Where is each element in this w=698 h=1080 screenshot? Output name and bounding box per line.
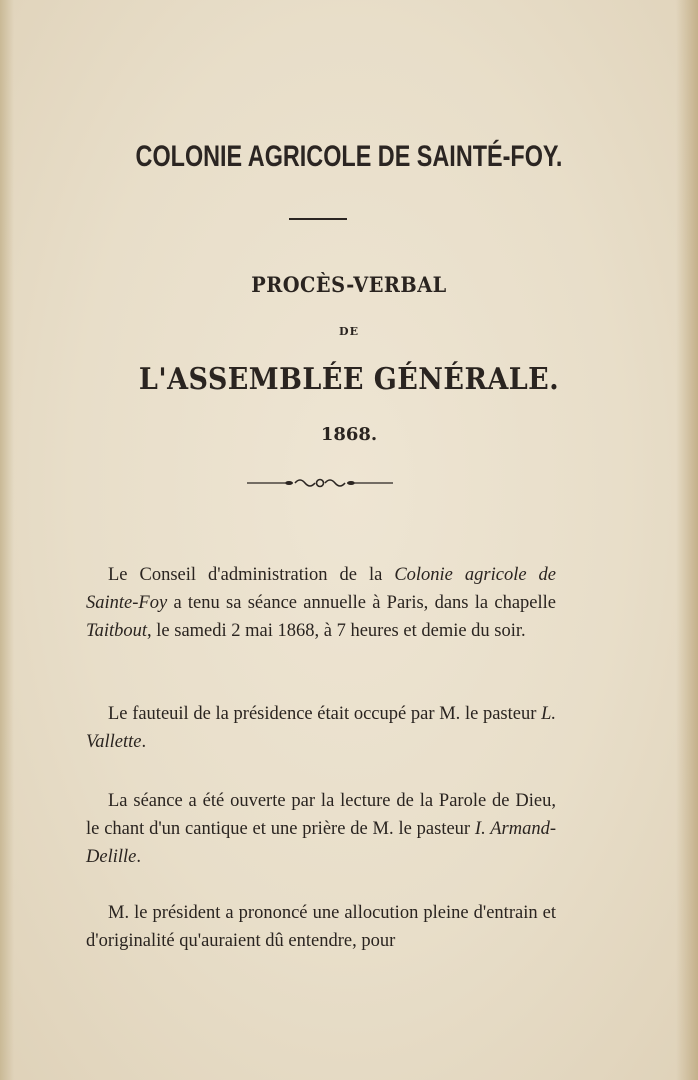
paragraph-allocution xyxy=(86,899,556,955)
assembly-heading: L'ASSEMBLÉE GÉNÉRALE. xyxy=(138,362,560,397)
document-year: 1868. xyxy=(320,424,378,445)
document-subtitle: PROCÈS-VERBAL xyxy=(251,272,447,297)
p3-pastor-name: I. Armand-Delille xyxy=(86,819,556,867)
p1-colony-name: Colonie agricole de Sainte-Foy xyxy=(86,565,557,613)
page-edge-shadow-left xyxy=(0,0,14,1080)
paragraph-opening xyxy=(86,561,556,645)
paragraph-opening-session xyxy=(86,787,556,871)
document-title: COLONIE AGRICOLE DE SAINTÉ-FOY. xyxy=(135,140,563,173)
ornament-divider-icon xyxy=(245,470,395,496)
p1-text-a: Le Conseil d'administration de la xyxy=(108,565,395,585)
paragraph-presidency xyxy=(86,700,556,756)
p3-text-c: . xyxy=(136,847,141,867)
p1-text-c: a tenu sa séance annuelle à Paris, dans la chapelle xyxy=(167,593,556,613)
p2-text-c: . xyxy=(141,732,147,752)
subtitle-connector: DE xyxy=(339,325,359,338)
p4-text-a: M. le président a prononcé une allocution pleine d'entrain et d'originalité qu'auraient dû entendre, pour xyxy=(86,903,556,951)
p2-text-a: Le fauteuil de la présidence était occupé par M. le pasteur xyxy=(108,704,542,724)
page-edge-shadow-right xyxy=(676,0,698,1080)
title-divider xyxy=(289,218,347,220)
p1-text-e: , le samedi 2 mai 1868, à 7 heures et demie du soir. xyxy=(147,621,526,641)
p2-president-name: L. Vallette xyxy=(86,704,556,752)
p3-text-a: La séance a été ouverte par la lecture de la Parole de Dieu, le chant d'un cantique et une prière de M. le pasteur xyxy=(86,791,556,839)
p1-chapel-name: Taitbout xyxy=(86,621,148,641)
